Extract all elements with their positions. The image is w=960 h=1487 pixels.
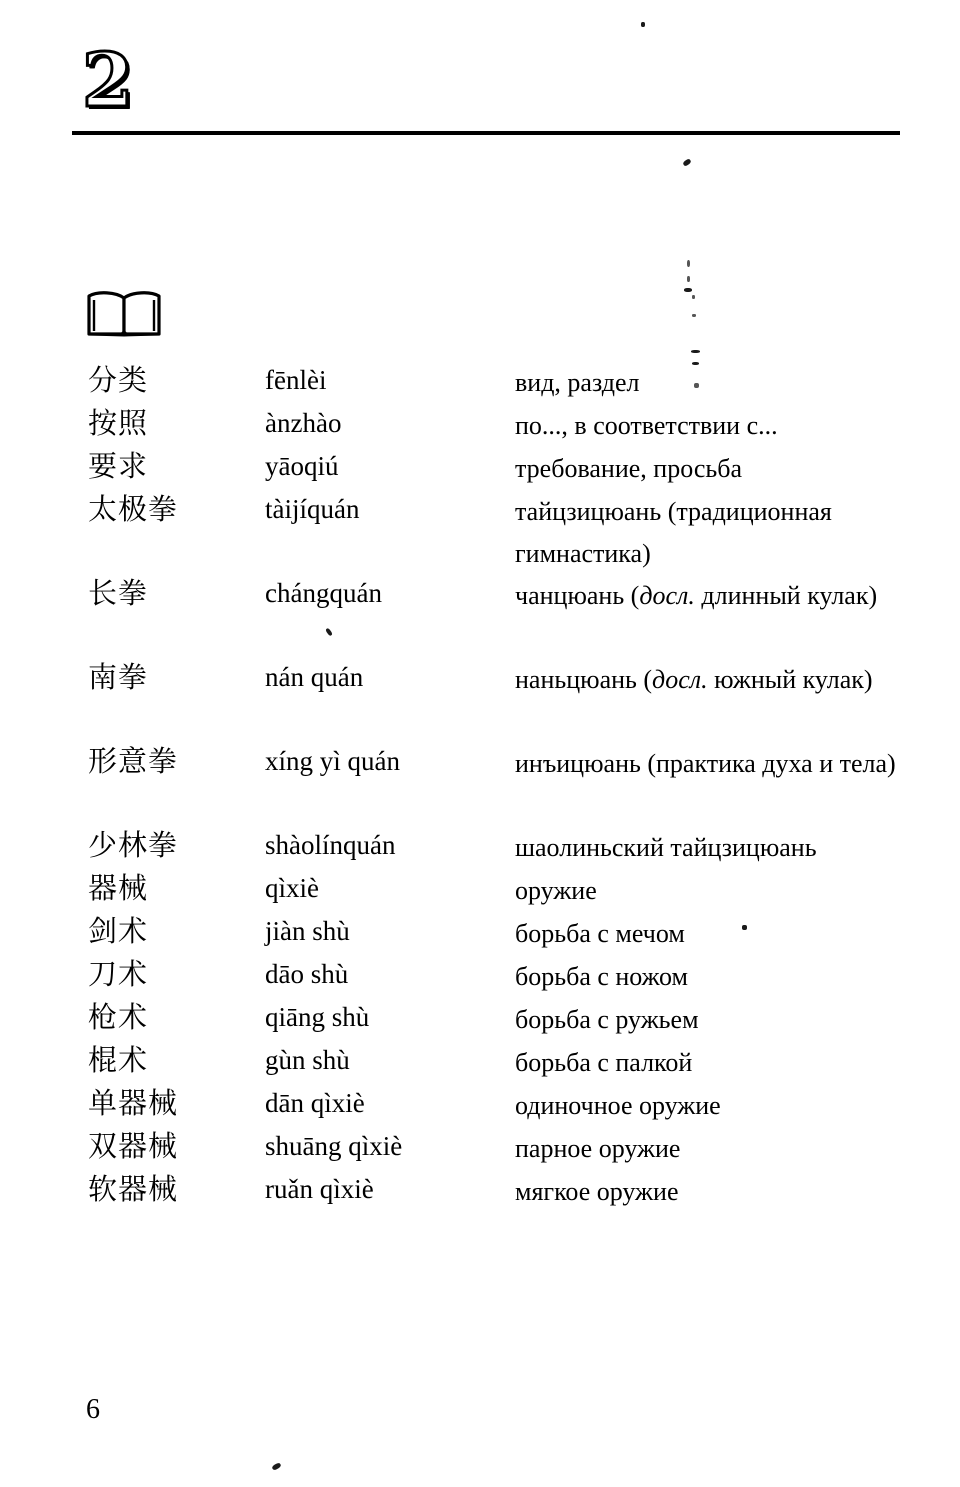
hanzi-cell: 刀术 [88, 957, 149, 991]
table-row [0, 827, 960, 870]
russian-text-suffix: южный кулак) [707, 665, 873, 694]
scan-artifact [691, 350, 700, 353]
russian-cell: парное оружие [515, 1134, 681, 1163]
scan-artifact [687, 276, 690, 282]
table-row [0, 1128, 960, 1171]
pinyin-cell: jiàn shù [265, 916, 350, 946]
pinyin-cell: shuāng qìxiè [265, 1131, 403, 1161]
scan-artifact [694, 383, 699, 388]
table-row [0, 956, 960, 999]
russian-text-italic: досл. [652, 665, 708, 694]
table-row [0, 1042, 960, 1085]
pinyin-cell: fēnlèi [265, 365, 327, 395]
russian-cell: требование, просьба [515, 454, 743, 483]
russian-cell: инъицюань (практика духа и тела) [515, 749, 896, 778]
page-number: 6 [86, 1394, 100, 1425]
russian-cell: борьба с мечом [515, 919, 685, 948]
hanzi-cell: 南拳 [88, 660, 149, 694]
vocabulary-table [0, 362, 960, 1214]
russian-text-suffix: длинный кулак) [694, 581, 878, 610]
russian-cell: одиночное оружие [515, 1091, 721, 1120]
hanzi-cell: 按照 [88, 406, 149, 440]
scan-artifact [692, 362, 699, 365]
table-row [0, 448, 960, 491]
russian-cell [515, 575, 915, 617]
pinyin-cell: chángquán [265, 578, 382, 608]
chapter-number: 2 [82, 38, 134, 124]
pinyin-cell: nán quán [265, 662, 364, 692]
russian-text-prefix: чанцюань ( [515, 581, 640, 610]
table-row [0, 1171, 960, 1214]
hanzi-cell: 要求 [88, 449, 149, 483]
russian-cell: мягкое оружие [515, 1177, 679, 1206]
russian-cell: по..., в соответствии с... [515, 411, 778, 440]
russian-cell: оружие [515, 876, 597, 905]
table-row [0, 999, 960, 1042]
table-row [0, 491, 960, 575]
hanzi-cell: 软器械 [88, 1172, 179, 1206]
pinyin-cell: gùn shù [265, 1045, 350, 1075]
hanzi-cell: 分类 [88, 363, 149, 397]
hanzi-cell: 少林拳 [88, 828, 179, 862]
scan-artifact [682, 158, 691, 167]
pinyin-cell: ànzhào [265, 408, 342, 438]
pinyin-cell: qìxiè [265, 873, 319, 903]
russian-cell: шаолиньский тайцзицюань [515, 833, 817, 862]
pinyin-cell: dāo shù [265, 959, 349, 989]
table-row [0, 1085, 960, 1128]
table-row [0, 743, 960, 827]
table-row [0, 870, 960, 913]
open-book-icon [86, 288, 162, 338]
scan-artifact [692, 314, 696, 317]
table-row [0, 575, 960, 659]
pinyin-cell: shàolínquán [265, 830, 396, 860]
hanzi-cell: 双器械 [88, 1129, 179, 1163]
russian-text-italic: досл. [639, 581, 695, 610]
table-row [0, 913, 960, 956]
scan-artifact [692, 295, 695, 299]
scan-artifact [687, 260, 690, 267]
hanzi-cell: 剑术 [88, 914, 149, 948]
table-row [0, 362, 960, 405]
hanzi-cell: 枪术 [88, 1000, 149, 1034]
table-row [0, 405, 960, 448]
table-row [0, 659, 960, 743]
hanzi-cell: 太极拳 [88, 492, 179, 526]
header-rule [72, 131, 900, 135]
pinyin-cell: xíng yì quán [265, 746, 400, 776]
hanzi-cell: 棍术 [88, 1043, 149, 1077]
scan-artifact [742, 925, 747, 930]
hanzi-cell: 器械 [88, 871, 149, 905]
scan-artifact [684, 288, 692, 292]
hanzi-cell: 形意拳 [88, 744, 179, 778]
russian-cell: борьба с ружьем [515, 1005, 699, 1034]
pinyin-cell: dān qìxiè [265, 1088, 365, 1118]
russian-cell [515, 659, 915, 701]
russian-text-prefix: наньцюань ( [515, 665, 653, 694]
pinyin-cell: yāoqiú [265, 451, 339, 481]
scan-artifact [271, 1462, 281, 1471]
hanzi-cell: 长拳 [88, 576, 149, 610]
pinyin-cell: tàijíquán [265, 494, 360, 524]
hanzi-cell: 单器械 [88, 1086, 179, 1120]
scan-artifact [641, 22, 645, 27]
russian-cell: вид, раздел [515, 368, 640, 397]
pinyin-cell: ruǎn qìxiè [265, 1174, 374, 1204]
russian-cell: борьба с палкой [515, 1048, 693, 1077]
russian-cell: борьба с ножом [515, 962, 688, 991]
russian-cell: тайцзицюань (традиционная гимнастика) [515, 497, 832, 568]
pinyin-cell: qiāng shù [265, 1002, 370, 1032]
